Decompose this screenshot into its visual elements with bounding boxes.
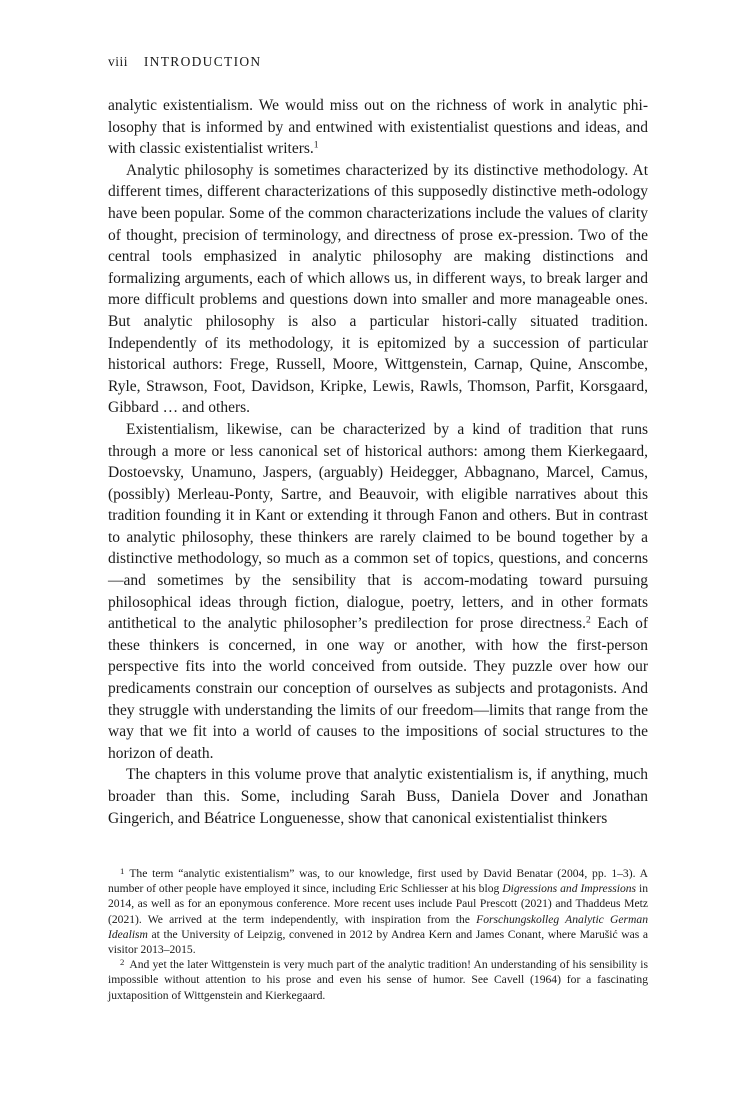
paragraph-2: Analytic philosophy is sometimes characterized by its distinctive methodology. At different times, different characterizations of this supposedly distinctive meth-odology have been popular. Some of the common characterizations include the values of clarity of thought, precision of terminology, and directness of prose ex-pression. Two of the central tools emphasized in analytic philosophy are making distinctions and formalizing arguments, each of which allows us, in different ways, to break larger and more difficult problems and questions down into smaller and more manageable ones. But analytic philosophy is also a particular histori-cally situated tradition. Independently of its methodology, it is epitomized by a succession of particular historical authors: Frege, Russell, Moore, Wittgenstein, Carnap, Quine, Anscombe, Ryle, Strawson, Foot, Davidson, Kripke, Lewis, Rawls, Thomson, Parfit, Korsgaard, Gibbard … and others.	[108, 161, 648, 417]
footnote-ref-1[interactable]: 1	[313, 139, 319, 151]
paragraph-4: The chapters in this volume prove that analytic existentialism is, if anything, much broader than this. Some, including Sarah Buss, Daniela Dover and Jonathan Gingerich, and Béatrice Longuenesse, show that canonical existentialist thinkers	[108, 766, 648, 827]
footnote-2: $^2$ And yet the later Wittgenstein is very much part of the analytic tradition! An understanding of his sensibility is impossible without attention to his prose and even his sense of humor. See Cavell (1964) for a fascinating juxtaposition of Wittgenstein and Kierkegaard.	[108, 957, 648, 1002]
footnote-number: 1	[120, 865, 125, 876]
page-number: viii	[108, 54, 129, 69]
footnotes	[108, 866, 648, 1003]
footnote-number: 2	[120, 957, 125, 968]
running-head	[108, 54, 261, 70]
body-text	[108, 95, 648, 829]
footnote-ref-2[interactable]: 2	[585, 614, 591, 626]
paragraph-1: analytic existentialism. We would miss out on the richness of work in analytic phi-losophy that is informed by and entwined with existentialist questions and ideas, and with classic existentialist writers.$^1$	[108, 97, 648, 158]
paragraph-3: Existentialism, likewise, can be characterized by a kind of tradition that runs through a more or less canonical set of historical authors: among them Kierkegaard, Dostoevsky, Unamuno, Jaspers, (arguably) Heidegger, Abbagnano, Marcel, Camus, (possibly) Merleau-Ponty, Sartre, and Beauvoir, with eligible narratives about this tradition founding it in Kant or extending it through Fanon and others. But in contrast to analytic philosophy, these thinkers are rarely claimed to be bound together by a distinctive methodology, so much as a common set of topics, questions, and concerns—and sometimes by the sensibility that is accom-modating toward pursuing philosophical ideas through fiction, dialogue, poetry, letters, and in other formats antithetical to the analytic philosopher’s predilection for prose directness.$^2$ Each of these thinkers is concerned, in one way or another, with how the first-person perspective fits into the world conceived from outside. They puzzle over how our predicaments constrain our conception of ourselves as subjects and protagonists. And they struggle with understanding the limits of our freedom—limits that range from the way that we fit into a world of causes to the impositions of social structures to the horizon of death.	[108, 420, 648, 762]
footnote-1: $^1$ The term “analytic existentialism” was, to our knowledge, first used by David Benatar (2004, pp. 1–3). A number of other people have employed it since, including Eric Schliesser at his blog Digressions and Impressions in 2014, as well as for an eponymous conference. More recent uses include Paul Prescott (2021) and Thaddeus Metz (2021). We arrived at the term independently, with inspiration from the Forschungskolleg Analytic German Idealism at the University of Leipzig, convened in 2012 by Andrea Kern and James Conant, where Marušić was a visitor 2013–2015.	[108, 865, 648, 957]
section-title: INTRODUCTION	[143, 54, 262, 69]
